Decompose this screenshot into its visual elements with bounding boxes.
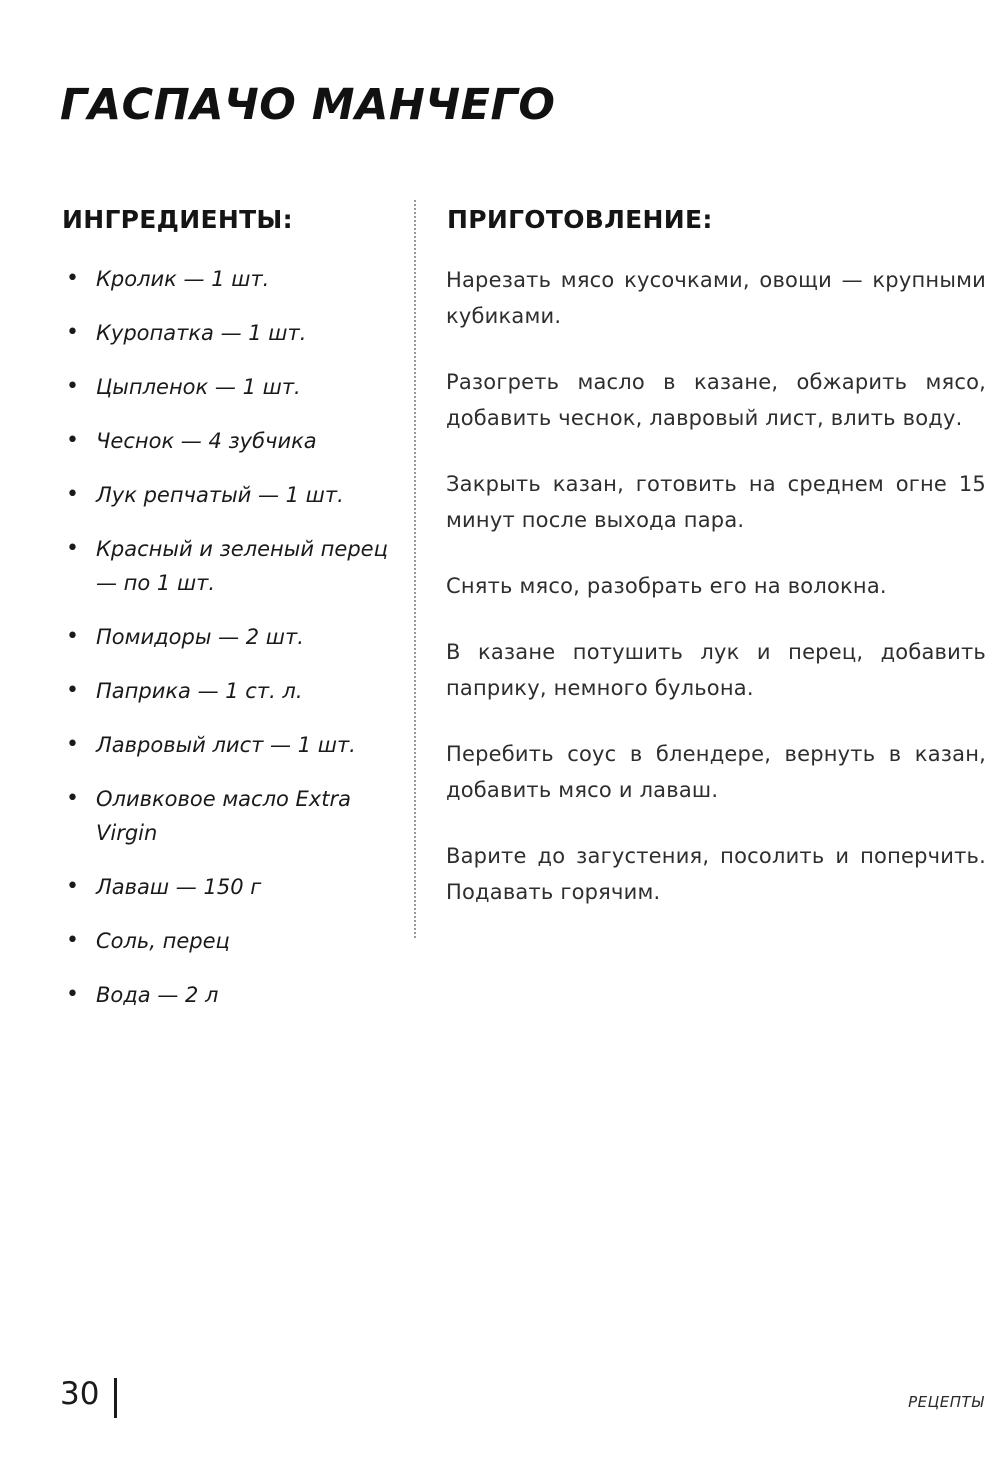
ingredient-item [60,424,390,458]
ingredient-text: Лаваш — 150 г [96,875,262,899]
preparation-step: В казане потушить лук и перец, добавить паприку, немного бульона. [446,640,986,700]
ingredient-text: Цыпленок — 1 шт. [96,375,301,399]
ingredient-text: Куропатка — 1 шт. [96,321,307,345]
ingredient-text: Соль, перец [96,929,230,953]
bullet-icon: • [66,536,79,561]
preparation-step: Перебить соус в блендере, вернуть в казан, добавить мясо и лаваш. [446,742,986,802]
recipe-title: ГАСПАЧО МАНЧЕГО [60,80,556,130]
preparation-step: Варите до загустения, посолить и поперчить. Подавать горячим. [446,844,986,904]
ingredient-item [60,478,390,512]
bullet-icon: • [66,428,79,453]
bullet-icon: • [66,266,79,291]
ingredient-item [60,370,390,404]
ingredient-text: Паприка — 1 ст. л. [96,679,303,703]
ingredient-text: Помидоры — 2 шт. [96,625,304,649]
ingredient-text: Лук репчатый — 1 шт. [96,483,344,507]
bullet-icon: • [66,982,79,1007]
ingredient-text: Чеснок — 4 зубчика [96,429,317,453]
bullet-icon: • [66,928,79,953]
ingredient-text: Вода — 2 л [96,983,219,1007]
column-divider [414,200,416,938]
bullet-icon: • [66,624,79,649]
preparation-step: Нарезать мясо кусочками, овощи — крупными кубиками. [446,268,986,328]
preparation-heading: ПРИГОТОВЛЕНИЕ: [447,205,713,234]
bullet-icon: • [66,786,79,811]
ingredient-item [60,924,390,958]
preparation-step: Разогреть масло в казане, обжарить мясо, добавить чеснок, лавровый лист, влить воду. [446,370,986,430]
bullet-icon: • [66,482,79,507]
ingredient-item [60,728,390,762]
page-number: 30 [60,1376,100,1412]
preparation-step: Закрыть казан, готовить на среднем огне 15 минут после выхода пара. [446,472,986,532]
section-label: РЕЦЕПТЫ [908,1393,984,1411]
bullet-icon: • [66,678,79,703]
page-number-divider [114,1378,117,1418]
ingredient-text: Красный и зеленый перец — по 1 шт. [96,537,388,595]
ingredients-heading: ИНГРЕДИЕНТЫ: [62,205,293,234]
ingredient-text: Оливковое масло Extra Virgin [96,787,351,845]
bullet-icon: • [66,732,79,757]
preparation-steps [446,262,986,940]
ingredient-item [60,532,390,600]
ingredient-item [60,870,390,904]
bullet-icon: • [66,874,79,899]
ingredient-item [60,620,390,654]
bullet-icon: • [66,374,79,399]
ingredients-list [60,262,390,1032]
ingredient-item [60,674,390,708]
ingredient-item [60,316,390,350]
ingredient-item [60,262,390,296]
ingredient-text: Кролик — 1 шт. [96,267,270,291]
bullet-icon: • [66,320,79,345]
ingredient-item [60,782,390,850]
preparation-step: Снять мясо, разобрать его на волокна. [446,574,887,598]
ingredient-text: Лавровый лист — 1 шт. [96,733,356,757]
ingredient-item [60,978,390,1012]
